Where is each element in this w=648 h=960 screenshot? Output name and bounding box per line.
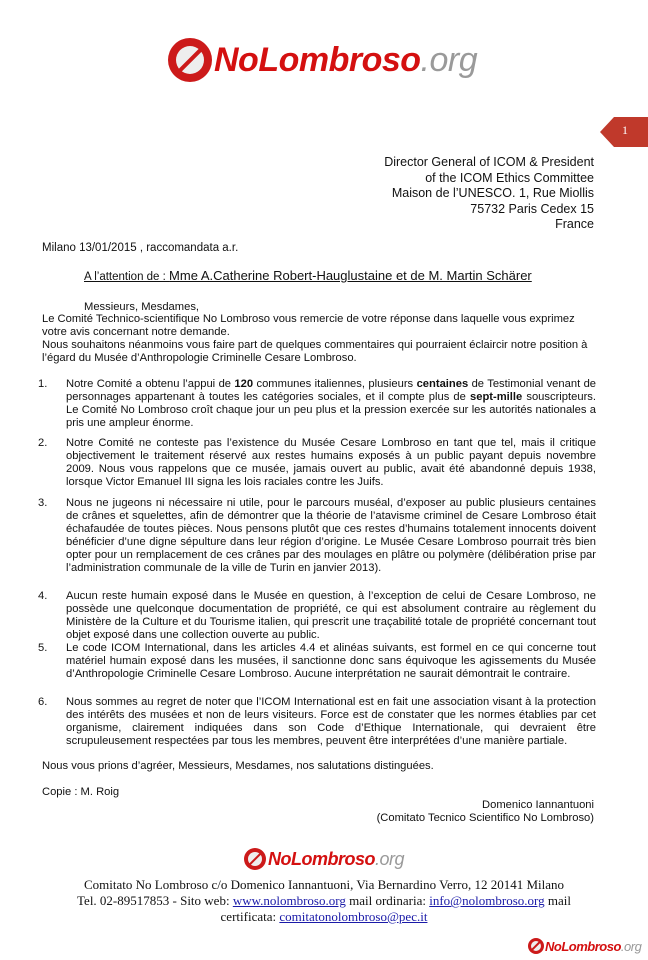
item-bold: 120 (234, 378, 254, 390)
intro-paragraph: Nous souhaitons néanmoins vous faire part de quelques commentaires qui pourraient éclaircir notre position à l’égard du Musée d’Anthropologie Criminelle Cesare Lombroso. (42, 339, 588, 364)
item-text: Aucun reste humain exposé dans le Musée en question, à l’exception de celui de Cesare Lombroso, ne possède une quelconque documentation de propriété, ce qui est absolument contraire au règlement du Ministère de la Culture et du Tourisme italien, qui prescrit une traçabilité totale de propriété concernant tout objet exposé dans une collection ouverte au public. (66, 590, 596, 641)
footer-cert-line (20, 909, 628, 925)
item-bold: sept-mille (470, 390, 523, 403)
numbered-list (38, 378, 597, 760)
item-number: 6. (38, 696, 48, 708)
address-line: Maison de l’UNESCO. 1, Rue Miollis (391, 186, 594, 200)
no-lombroso-logo-icon (244, 848, 266, 870)
item-text: Notre Comité a obtenu l’appui de (66, 378, 235, 390)
recipient-address (384, 155, 594, 233)
email-link[interactable]: info@nolombroso.org (429, 893, 545, 908)
item-number: 3. (38, 497, 48, 509)
footer-logo (244, 848, 404, 870)
attention-names: Mme A.Catherine Robert-Hauglustaine et de M. Martin Schärer (169, 268, 532, 283)
list-item (38, 590, 596, 642)
logo-name: Lombroso (258, 40, 421, 79)
intro-paragraph: Le Comité Technico-scientifique No Lombroso vous remercie de votre réponse dans laquelle vous exprimez votre avis concernant notre demande. (42, 313, 575, 338)
footer-cert-label: certificata: (220, 909, 280, 924)
address-line: 75732 Paris Cedex 15 (470, 201, 594, 216)
footer-address: Comitato No Lombroso c/o Domenico Iannantuoni, Via Bernardino Verro, 12 20141 Milano (83, 877, 565, 892)
item-number: 1. (38, 378, 48, 390)
logo-no: No (268, 848, 291, 869)
signature-name: Domenico Iannantuoni (482, 799, 594, 811)
address-line: of the ICOM Ethics Committee (425, 170, 594, 185)
item-text: communes italiennes, plusieurs (253, 378, 417, 390)
signature-org: (Comitato Tecnico Scientifico No Lombroso) (376, 812, 594, 824)
logo-name: Lombroso (561, 938, 621, 954)
list-item (38, 497, 596, 590)
attention-prefix: A l’attention de : (84, 271, 170, 283)
pec-email-link[interactable]: comitatonolombroso@pec.it (279, 909, 428, 924)
logo-tld: .org (620, 938, 642, 954)
logo-no: No (214, 40, 259, 79)
address-line: Director General of ICOM & President (384, 155, 594, 169)
item-number: 5. (38, 642, 48, 654)
item-bold: centaines (416, 378, 469, 390)
item-number: 4. (38, 590, 48, 602)
logo-wordmark (214, 41, 477, 80)
footer-contact-line (20, 893, 628, 909)
item-text: souscripteurs. Le Comité No Lombroso croît chaque jour un peu plus et la pression exercée sur les autorités nationales a pris une ampleur énorme. (66, 390, 596, 429)
list-item (38, 437, 596, 497)
no-lombroso-logo-icon (528, 938, 544, 954)
item-text: de Testimonial venant de personnages appartenant à toutes les catégories sociales, et il compte plus de (66, 378, 597, 403)
footer-mail-label: mail ordinaria: (345, 893, 430, 908)
page-number: 1 (622, 123, 628, 137)
footer-contact (20, 877, 628, 925)
footer-mail-suffix: mail (544, 893, 571, 908)
closing-line: Nous vous prions d’agréer, Messieurs, Mesdames, nos salutations distinguées. (42, 760, 434, 772)
list-item (38, 378, 597, 437)
logo-tld: .org (420, 40, 478, 79)
attention-line (84, 268, 532, 283)
no-lombroso-logo-icon (168, 38, 212, 82)
logo-no: No (545, 938, 562, 954)
watermark-logo (528, 938, 641, 954)
list-item (38, 696, 596, 760)
copy-line: Copie : M. Roig (42, 786, 120, 798)
logo-wordmark (545, 939, 641, 954)
logo-wordmark (268, 849, 404, 870)
item-text: Nous ne jugeons ni nécessaire ni utile, pour le parcours muséal, d’exposer au public plusieurs centaines de crânes et squelettes, afin de démontrer que la théorie de l’atavisme criminel de Cesare Lombroso était échafaudée de toutes pièces. Nous pensons plutôt que ces restes d’humains totalement innocents doivent bénéficier d’une digne sépulture dans leur région d’origine. Le Musée Cesare Lombroso pourrait très bien opter pour un remplacement de ces crânes par des moulages en plâtre ou polymère (délibération prise par l’administration communale de la ville de Turin en janvier 2013). (66, 497, 596, 574)
item-text: Notre Comité ne conteste pas l’existence du Musée Cesare Lombroso en tant que tel, mais il critique objectivement le traitement réservé aux restes humains exposés à un public payant depuis novembre 2009. Nous vous rappelons que ce musée, jamais ouvert au public, avait été abandonné depuis 1938, lorsque Victor Emanuel III signa les lois raciales contre les Juifs. (66, 437, 596, 488)
salutation: Messieurs, Mesdames, (84, 301, 200, 313)
list-item (38, 642, 596, 696)
item-text: Nous sommes au regret de noter que l’ICOM International est en fait une association visant à la protection des intérêts des musées et non de leurs visiteurs. Force est de constater que les normes établies par cet organisme, clairement indiquées dans son Code d’Ethique Internationale, qui devraient être scrupuleusement respectées par tous les membres, peuvent être interprétées d’une manière partiale. (66, 696, 596, 747)
item-text: Le code ICOM International, dans les articles 4.4 et alinéas suivants, est formel en ce qui concerne tout matériel humain exposé dans les musées, il sanctionne donc sans équivoque les agissements du Musée d’Anthropologie Criminelle Cesare Lombroso. Aucune interprétation ne saurait démontrait le contraire. (66, 642, 596, 680)
address-line: France (555, 217, 594, 231)
logo-name: Lombroso (291, 848, 375, 869)
footer-tel: Tel. 02-89517853 - Sito web: (77, 893, 233, 908)
logo-tld: .org (375, 848, 405, 869)
header-logo (168, 38, 477, 82)
website-link[interactable]: www.nolombroso.org (232, 893, 346, 908)
item-number: 2. (38, 437, 48, 449)
date-line: Milano 13/01/2015 , raccomandata a.r. (42, 242, 239, 254)
